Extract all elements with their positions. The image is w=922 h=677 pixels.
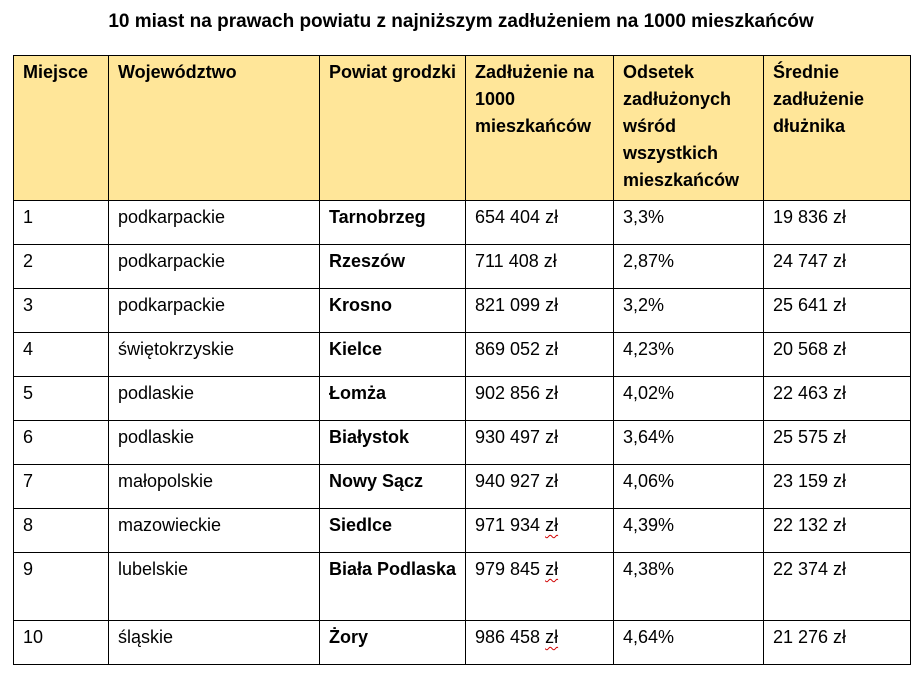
share-cell: 4,06% (614, 465, 764, 509)
place-cell: 6 (14, 421, 109, 465)
debt-currency: zł (543, 251, 557, 271)
table-row (14, 553, 911, 621)
table-row (14, 509, 911, 553)
voivodeship-cell: podlaskie (109, 421, 320, 465)
debt-amount: 979 845 (475, 559, 541, 579)
place-cell: 1 (14, 201, 109, 245)
debt-cell (466, 245, 614, 289)
debt-currency: zł (545, 383, 559, 403)
average-debt-cell: 25 575 zł (764, 421, 911, 465)
table-row (14, 421, 911, 465)
voivodeship-cell: małopolskie (109, 465, 320, 509)
column-header-debt-per-1000: Zadłużenie na 1000 mieszkańców (466, 56, 614, 201)
share-cell: 4,23% (614, 333, 764, 377)
average-debt-cell: 23 159 zł (764, 465, 911, 509)
debt-ranking-table (13, 55, 911, 665)
table-row (14, 333, 911, 377)
debt-cell (466, 289, 614, 333)
average-debt-cell: 22 463 zł (764, 377, 911, 421)
debt-cell (466, 201, 614, 245)
column-header-voivodeship: Województwo (109, 56, 320, 201)
share-cell: 4,02% (614, 377, 764, 421)
debt-amount: 869 052 (475, 339, 541, 359)
share-cell: 4,64% (614, 621, 764, 665)
table-row (14, 245, 911, 289)
debt-currency: zł (545, 559, 559, 579)
average-debt-cell: 22 374 zł (764, 553, 911, 621)
voivodeship-cell: podkarpackie (109, 289, 320, 333)
city-cell: Krosno (320, 289, 466, 333)
average-debt-cell: 24 747 zł (764, 245, 911, 289)
column-header-city: Powiat grodzki (320, 56, 466, 201)
place-cell: 8 (14, 509, 109, 553)
debt-cell (466, 509, 614, 553)
share-cell: 2,87% (614, 245, 764, 289)
city-cell: Siedlce (320, 509, 466, 553)
debt-cell (466, 421, 614, 465)
debt-currency: zł (545, 339, 559, 359)
column-header-indebted-share: Odsetek zadłużonych wśród wszystkich mieszkańców (614, 56, 764, 201)
debt-currency: zł (545, 207, 559, 227)
debt-currency: zł (545, 427, 559, 447)
place-cell: 10 (14, 621, 109, 665)
table-row (14, 621, 911, 665)
average-debt-cell: 20 568 zł (764, 333, 911, 377)
debt-cell (466, 621, 614, 665)
debt-currency: zł (545, 295, 559, 315)
place-cell: 3 (14, 289, 109, 333)
city-cell: Biała Podlaska (320, 553, 466, 621)
table-row (14, 465, 911, 509)
city-cell: Kielce (320, 333, 466, 377)
share-cell: 4,38% (614, 553, 764, 621)
debt-amount: 821 099 (475, 295, 541, 315)
city-cell: Rzeszów (320, 245, 466, 289)
average-debt-cell: 22 132 zł (764, 509, 911, 553)
city-cell: Żory (320, 621, 466, 665)
voivodeship-cell: świętokrzyskie (109, 333, 320, 377)
debt-amount: 986 458 (475, 627, 541, 647)
city-cell: Białystok (320, 421, 466, 465)
share-cell: 4,39% (614, 509, 764, 553)
debt-amount: 940 927 (475, 471, 541, 491)
place-cell: 9 (14, 553, 109, 621)
voivodeship-cell: lubelskie (109, 553, 320, 621)
place-cell: 5 (14, 377, 109, 421)
place-cell: 7 (14, 465, 109, 509)
column-header-average-debt: Średnie zadłużenie dłużnika (764, 56, 911, 201)
debt-amount: 971 934 (475, 515, 541, 535)
table-row (14, 201, 911, 245)
debt-cell (466, 377, 614, 421)
debt-currency: zł (545, 471, 559, 491)
debt-currency: zł (545, 515, 559, 535)
voivodeship-cell: podkarpackie (109, 201, 320, 245)
debt-cell (466, 333, 614, 377)
voivodeship-cell: podlaskie (109, 377, 320, 421)
debt-cell (466, 553, 614, 621)
average-debt-cell: 25 641 zł (764, 289, 911, 333)
average-debt-cell: 21 276 zł (764, 621, 911, 665)
table-title: 10 miast na prawach powiatu z najniższym zadłużeniem na 1000 mieszkańców (108, 11, 814, 32)
city-cell: Nowy Sącz (320, 465, 466, 509)
place-cell: 4 (14, 333, 109, 377)
place-cell: 2 (14, 245, 109, 289)
average-debt-cell: 19 836 zł (764, 201, 911, 245)
share-cell: 3,64% (614, 421, 764, 465)
debt-cell (466, 465, 614, 509)
voivodeship-cell: mazowieckie (109, 509, 320, 553)
debt-amount: 654 404 (475, 207, 541, 227)
debt-amount: 711 408 (475, 251, 539, 271)
table-row (14, 289, 911, 333)
share-cell: 3,3% (614, 201, 764, 245)
city-cell: Tarnobrzeg (320, 201, 466, 245)
column-header-place: Miejsce (14, 56, 109, 201)
voivodeship-cell: podkarpackie (109, 245, 320, 289)
city-cell: Łomża (320, 377, 466, 421)
debt-currency: zł (545, 627, 559, 647)
debt-amount: 930 497 (475, 427, 541, 447)
share-cell: 3,2% (614, 289, 764, 333)
table-row (14, 377, 911, 421)
table-header-row (14, 56, 911, 201)
debt-amount: 902 856 (475, 383, 541, 403)
voivodeship-cell: śląskie (109, 621, 320, 665)
